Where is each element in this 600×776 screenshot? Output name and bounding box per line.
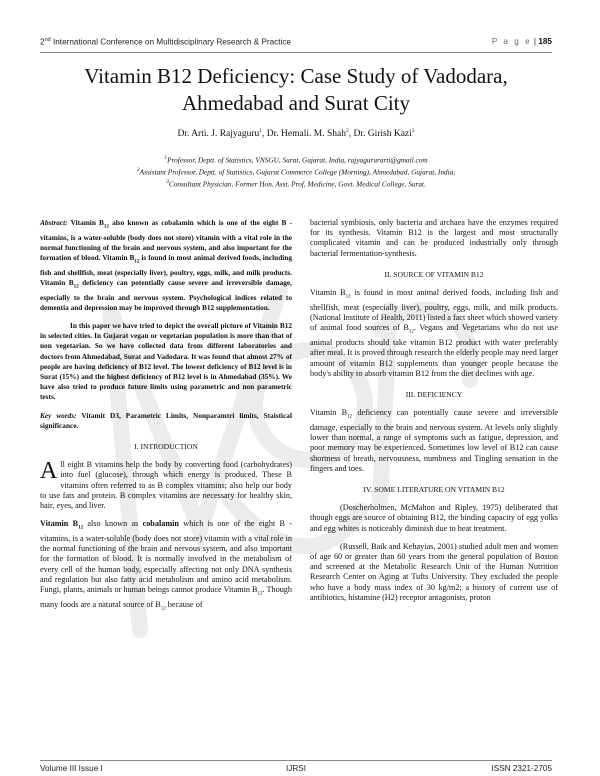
section-heading-literature: IV. SOME LITERATURE ON VITAMIN B12 <box>363 484 505 494</box>
deficiency-paragraph: Vitamin $B_{12}$ deficiency can potentially cause severe and irreversible damage, especially to the brain and nervous system. At levels only slightly lower than normal, a range of symptoms such as fatigue, depression, and poor memory may be experienced. Sometimes low level of B12 can cause shortness of breath, nervousness, numbness and Tingling sensation in the fingers and toes. <box>310 408 558 473</box>
author: Dr. Arti. J. Rajyaguru$^1$, <box>177 128 267 140</box>
journal-name: IJRSI <box>285 764 307 773</box>
author-list <box>40 128 552 139</box>
affiliation-1: $^1$Professor, Deptt. of Statistics, VNSGU, Surat, Gujarat, India, rajyagururarti@gmail.com <box>164 155 428 165</box>
literature-paragraph-1: (Doscherholmen, McMahon and Ripley, 1975) deliberated that though eggs are source of obtaining B12, the binding capacity of egg yolks and egg whites is noticeably diminish due to heat treatment. <box>310 503 558 533</box>
author: Dr. Hemali. M. Shah$^2$, <box>266 128 354 140</box>
page-header <box>40 37 552 51</box>
affiliation-2: $^2$Assistant Professor, Deptt. of Statistics, Gujarat Commerce College (Morning), Ahmedabad, Gujarat, India, <box>136 167 456 177</box>
affiliation-3: $^3$Consultant Physician, Former Hon. Asst. Prof, Medicine, Govt. Medical College, Surat. <box>166 179 426 189</box>
header-rule <box>40 52 552 53</box>
section-heading-source: II. SOURCE OF VITAMIN B12 <box>384 269 484 279</box>
intro-continued: bacterial symbiosis, only bacteria and archaea have the enzymes required for its synthesis. Vitamin B12 is the largest and most structurally complicated vitamin and can be produced industrially only through bacterial fermentation-synthesis. <box>310 218 558 258</box>
issn: ISSN 2321-2705 <box>491 764 552 773</box>
volume-issue: Volume III Issue I <box>40 764 103 773</box>
paper-title: Vitamin B12 Deficiency: Case Study of Vadodara, Ahmedabad and Surat City <box>84 64 508 115</box>
abstract-paragraph-2: In this paper we have tried to depict the overall picture of Vitamin B12 in selected cities. In Gujarat vegan or vegetarian population is more than that of non vegetarian. So we have collected data from different laboratories and doctors from Ahmedabad, Surat and Vadodara. It was found that almost 27% of people are having deficiency of B12 level. The lowest deficiency of B12 level is in Surat (15%) and the highest deficiency of B12 level is in Ahmedabad (35%). We have also tried to produce future limits using parametric and non parametric tests. <box>40 320 292 402</box>
drop-cap: A <box>40 458 58 485</box>
author: Dr. Girish Kazi$^3$ <box>353 128 415 140</box>
intro-paragraph-1: All eight B vitamins help the body by converting food (carbohydrates) into fuel (glucose), through which energy is produced. These B vitamins often referred to as B complex vitamins; also help our body to use fats and protein. B complex vitamins are necessary for healthy skin, hair, eyes, and liver. <box>40 458 292 511</box>
literature-paragraph-2: (Russell, Baik and Kehayias, 2001) studied adult men and women of age 60 or greater than 60 years from the general population of Boston and screened at the Metabolic Research Unit of the Human Nutrition Research Center on Aging at Tufts University. They excluded the people who have a body mass index of 30 kg/m2; a history of current use of antibiotics, histamine (H2) receptor antagonists, proton <box>310 541 558 602</box>
footer-rule <box>40 760 552 761</box>
source-paragraph: Vitamin $B_{12}$ is found in most animal derived foods, including fish and shellfish, meat (especially liver), poultry, eggs, milk, and milk products. (National Institute of Health, 2011) listed a fact sheet which showed variety of animal food sources of $B_{12}$. Vegans and Vegetarians who do not use animal products should take vitamin B12 product with water preferably after meal. It is proved through research the elderly people may need larger amount of vitamin B12 supplements than younger people because the body's ability to absorb vitamin B12 from the diet declines with age. <box>310 288 558 378</box>
left-column <box>40 218 292 615</box>
page-number: P a g e | 185 <box>491 37 552 46</box>
intro-paragraph-2: Vitamin $B_{12}$ also known as cobalamin which is one of the eight B - vitamins, is a water-soluble (body does not store) vitamin with a vital role in the normal functioning of the brain and nervous system, and also important for the formation of blood. It is normally involved in the metabolism of every cell of the human body, especially affecting not only DNA synthesis and regulation but also fatty acid metabolism and amino acid metabolism. Fungi, plants, animals or human beings cannot produce Vitamin $B_{12}$. Though many foods are a natural source of $B_{12}$ because of <box>40 519 292 612</box>
section-heading-deficiency: III. DEFICIENCY <box>405 389 463 399</box>
conference-name: 2nd International Conference on Multidisciplinary Research & Practice <box>40 37 291 47</box>
section-heading-introduction: I. INTRODUCTION <box>134 442 198 452</box>
abstract: Abstract: Vitamin $B_{12}$ also known as cobalamin which is one of the eight B - vitamins, is a water-soluble (body does not store) vitamin with a vital role in the normal functioning of the brain and nervous system, and also important for the formation of blood. Vitamin $B_{12}$ is found in most animal derived foods, including fish and shellfish, meat (especially liver), poultry, eggs, milk, and milk products. Vitamin $B_{12}$ deficiency can potentially cause severe and irreversible damage, especially to the brain and nervous system. Psychological indices related to dementia and depression may be improved through B12 supplementation. <box>40 218 292 312</box>
page-footer <box>40 764 552 775</box>
keywords: Key words: Vitamit D3, Parametric Limits, Nonparamtri limits, Staistical significance. <box>40 410 292 430</box>
right-column <box>310 218 558 603</box>
